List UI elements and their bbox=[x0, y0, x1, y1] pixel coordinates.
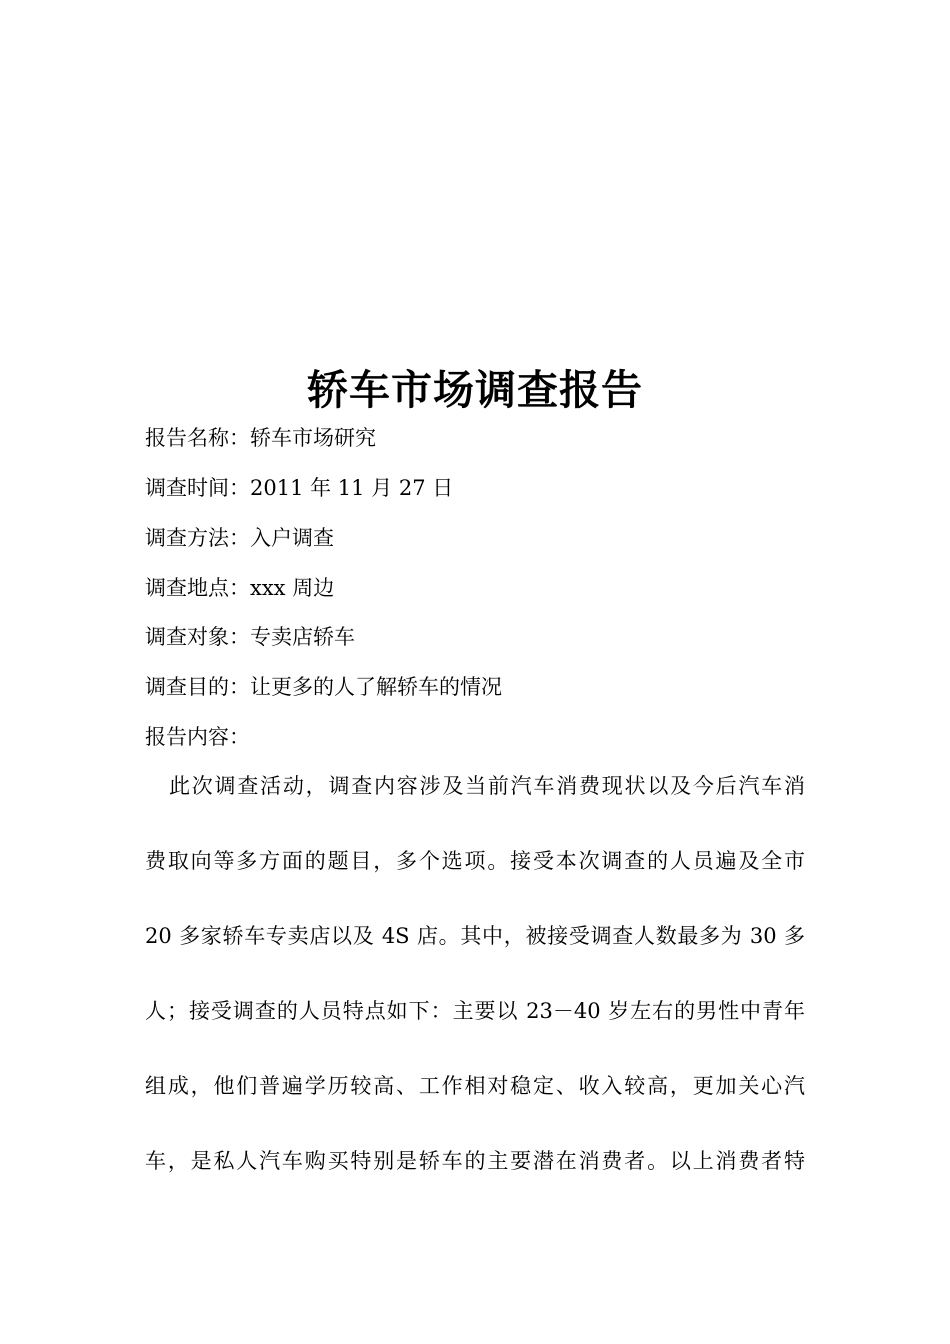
body-line: 费取向等多方面的题目，多个选项。接受本次调查的人员遍及全市 bbox=[145, 849, 805, 873]
document-title: 轿车市场调查报告 bbox=[307, 366, 643, 414]
body-line: 组成，他们普遍学历较高、工作相对稳定、收入较高，更加关心汽 bbox=[145, 1074, 805, 1098]
field-value: 轿车市场研究 bbox=[250, 426, 376, 450]
field-report-name bbox=[145, 424, 376, 452]
field-survey-location bbox=[145, 574, 334, 602]
body-line: 此次调查活动，调查内容涉及当前汽车消费现状以及今后汽车消 bbox=[169, 774, 805, 798]
field-value: 让更多的人了解轿车的情况 bbox=[250, 675, 502, 699]
field-value: 入户调查 bbox=[250, 526, 334, 550]
field-survey-method bbox=[145, 524, 334, 552]
field-label: 调查地点： bbox=[145, 576, 250, 600]
field-report-content bbox=[145, 723, 250, 751]
field-label: 调查方法： bbox=[145, 526, 250, 550]
body-line: 车，是私人汽车购买特别是轿车的主要潜在消费者。以上消费者特 bbox=[145, 1149, 805, 1173]
field-value: 2011 年 11 月 27 日 bbox=[250, 476, 454, 500]
field-value: 专卖店轿车 bbox=[250, 625, 355, 649]
body-line: 20 多家轿车专卖店以及 4S 店。其中，被接受调查人数最多为 30 多 bbox=[145, 924, 805, 948]
field-survey-purpose bbox=[145, 673, 502, 701]
field-label: 报告名称： bbox=[145, 426, 250, 450]
body-line: 人；接受调查的人员特点如下：主要以 23－40 岁左右的男性中青年 bbox=[145, 999, 805, 1023]
field-survey-target bbox=[145, 623, 355, 651]
field-survey-time bbox=[145, 474, 453, 502]
field-label: 调查目的： bbox=[145, 675, 250, 699]
field-label: 调查对象： bbox=[145, 625, 250, 649]
field-label: 调查时间： bbox=[145, 476, 250, 500]
field-value: xxx 周边 bbox=[250, 576, 335, 600]
field-label: 报告内容： bbox=[145, 725, 250, 749]
